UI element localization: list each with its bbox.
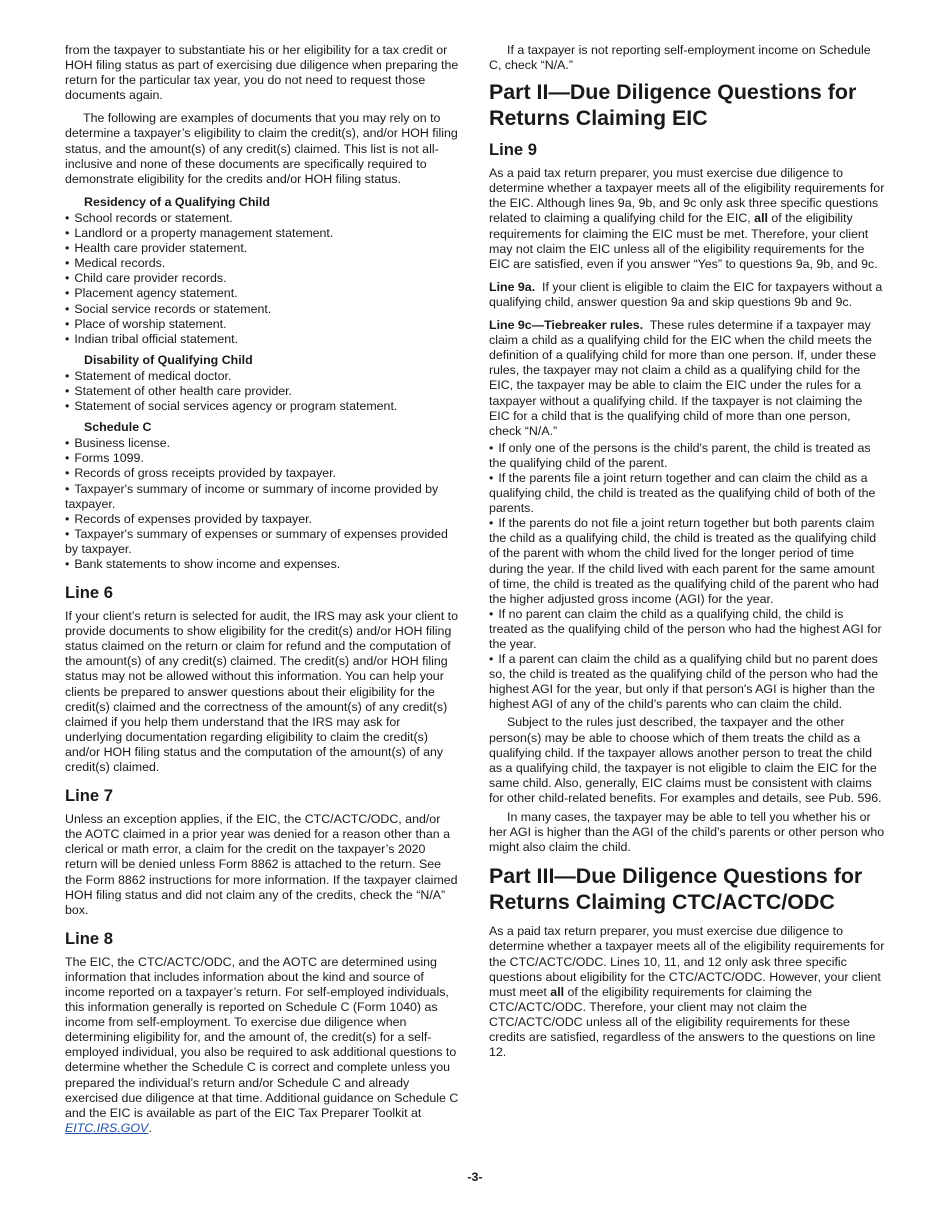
bullet-icon: • — [65, 241, 70, 256]
bullet-icon: • — [489, 470, 494, 485]
line7-heading: Line 7 — [65, 786, 113, 806]
bullet-icon: • — [489, 440, 494, 455]
disability-list — [65, 369, 460, 414]
list-item: • Medical records. — [65, 256, 166, 271]
line8-paragraph: The EIC, the CTC/ACTC/ODC, and the AOTC are determined using information that includes information about the kind and source of income reported on a taxpayer’s return. For self-employed individuals, this information generally is reported on Schedule C (Form 1040) as income from self-employment. To exercise due diligence when determining eligibility for, and the amount of, the credit(s) for a self-employed individual, you also be required to ask additional questions to determine whether the Schedule C is correct and complete unless you prepared the individual’s return and/or Schedule C and already exercised due diligence at that time. Additional guidance on Schedule C and the EIC is available as part of the EIC Tax Preparer Toolkit at EITC.IRS.GOV. — [65, 954, 459, 1135]
schedule-c-heading: Schedule C — [84, 420, 152, 435]
list-item: • Statement of medical doctor. — [65, 368, 232, 383]
line7-paragraph: Unless an exception applies, if the EIC, the CTC/ACTC/ODC, and/or the AOTC claimed in a prior year was denied for a reason other than a clerical or math error, a claim for the credit on the taxpayer’s 2020 return will be denied unless Form 8862 is attached to the return. See the Form 8862 instructions for more information. If the taxpayer claimed HOH filing status and did not claim any of the credits, check the “N/A” box. — [65, 812, 458, 917]
line6-heading: Line 6 — [65, 583, 113, 603]
bullet-icon: • — [65, 210, 70, 225]
bullet-icon: • — [489, 516, 494, 531]
list-item: • Records of expenses provided by taxpayer. — [65, 511, 312, 526]
line9c-paragraph: Line 9c—Tiebreaker rules. These rules determine if a taxpayer may claim a child as a qualifying child for the EIC when the child meets the definition of a qualifying child for more than one person. If, under these rules, the taxpayer may not claim a child as a qualifying child for the EIC, the taxpayer may be able to claim the EIC under the rules for a taxpayer without a qualifying child. If the taxpayer is not claiming the EIC for a child that is the qualifying child of more than one person, check “N/A.” — [489, 318, 877, 438]
page-number: -3- — [467, 1170, 483, 1184]
bullet-icon: • — [65, 436, 70, 451]
line9-heading: Line 9 — [489, 140, 537, 160]
line6-paragraph: If your client’s return is selected for audit, the IRS may ask your client to provide documents to show eligibility for the credit(s) and/or HOH filing status claimed on the return or claim for refund and the computation of the amount(s) of any credit(s) claimed. The credit(s) and/or HOH filing status may not be allowed without this information. You can help your clients be prepared to answer questions about their eligibility for the credit(s) claimed and the correctness of the amount(s) of any credit(s) claimed if you help them understand that the IRS may ask for underlying documentation regarding eligibility to claim the credit(s) and/or HOH filing status and the computation of the amount(s) of any credit(s) claimed. — [65, 609, 459, 775]
list-item: • Social service records or statement. — [65, 301, 272, 316]
eitc-link[interactable]: EITC.IRS.GOV — [65, 1120, 149, 1135]
list-item: • Bank statements to show income and expenses. — [65, 557, 341, 571]
disability-heading: Disability of Qualifying Child — [84, 352, 253, 367]
list-item: • Records of gross receipts provided by taxpayer. — [65, 466, 337, 481]
line9-paragraph: As a paid tax return preparer, you must exercise due diligence to determine whether a taxpayer meets all of the eligibility requirements for the EIC. Although lines 9a, 9b, and 9c only ask three specific questions related to claiming a qualifying child for the EIC, all of the eligibility requirements for claiming the EIC must be met. Therefore, your client may not claim the EIC unless all of the eligibility requirements for the EIC are satisfied, even if you answer “Yes” to questions 9a, 9b, and 9c. — [489, 166, 885, 271]
bullet-icon: • — [65, 383, 70, 398]
list-item: • Statement of other health care provider. — [65, 383, 292, 398]
list-item: • Business license. — [65, 436, 171, 451]
tiebreaker-list — [489, 441, 885, 713]
list-item: • Statement of social services agency or program statement. — [65, 399, 398, 414]
list-item: • If the parents file a joint return together and can claim the child as a qualifying child, the child is treated as the qualifying child of both of the parents. — [489, 470, 876, 516]
schedule-c-list — [65, 436, 460, 572]
line9a-paragraph: Line 9a. If your client is eligible to claim the EIC for taxpayers without a qualifying child, answer question 9a and skip questions 9b and 9c. — [489, 279, 883, 309]
bullet-icon: • — [65, 511, 70, 526]
bullet-icon: • — [65, 286, 70, 301]
bullet-icon: • — [65, 466, 70, 481]
bullet-icon: • — [65, 301, 70, 316]
list-item: • Forms 1099. — [65, 451, 144, 466]
list-item: • If no parent can claim the child as a qualifying child, the child is treated as the qualifying child of the person who had the highest AGI for the year. — [489, 606, 882, 651]
part2-heading: Part II—Due Diligence Questions for Returns Claiming EIC — [489, 80, 857, 131]
list-item: • Health care provider statement. — [65, 241, 248, 256]
right-column — [489, 43, 885, 1068]
residency-list — [65, 211, 460, 347]
examples-paragraph: The following are examples of documents that you may rely on to determine a taxpayer’s eligibility to claim the credit(s), and/or HOH filing status, and the amount(s) of any credit(s) claimed. This list is not all-inclusive and none of these documents are specifically required to demonstrate eligibility for the credits and/or HOH filing status. — [65, 111, 458, 186]
list-item: • If the parents do not file a joint return together but both parents claim the child as a qualifying child, the child is treated as the qualifying child of the parent with whom the child lived for the longer period of time during the year. If the child lived with each parent for the same amount of time, the child is treated as the qualifying child of the parent who had the higher adjusted gross income (AGI) for the year. — [489, 516, 879, 606]
bullet-icon: • — [489, 606, 494, 621]
list-item: • Taxpayer's summary of expenses or summary of expenses provided by taxpayer. — [65, 526, 448, 556]
line8-heading: Line 8 — [65, 928, 113, 948]
bullet-icon: • — [65, 271, 70, 286]
bullet-icon: • — [65, 481, 70, 496]
subject-paragraph: Subject to the rules just described, the taxpayer and the other person(s) may be able to choose which of them treats the child as a qualifying child. If the taxpayer allows another person to treat the child as a qualifying child, the taxpayer is not eligible to claim the EIC for the same child. Also, generally, EIC claims must be consistent with claims for other child-related benefits. For examples and details, see Pub. 596. — [489, 715, 882, 805]
bullet-icon: • — [65, 451, 70, 466]
bullet-icon: • — [489, 652, 494, 667]
cases-paragraph: In many cases, the taxpayer may be able to tell you whether his or her AGI is higher than the AGI of the child’s parents or other person who might also claim the child. — [489, 810, 885, 855]
bullet-icon: • — [65, 368, 70, 383]
residency-heading: Residency of a Qualifying Child — [84, 194, 270, 209]
list-item: • School records or statement. — [65, 210, 233, 225]
intro-paragraph: from the taxpayer to substantiate his or her eligibility for a tax credit or HOH filing status as part of exercising due diligence when preparing the return for the particular tax year, you do not need to request those documents again. — [65, 43, 459, 103]
bullet-icon: • — [65, 399, 70, 414]
list-item: • Child care provider records. — [65, 271, 227, 286]
list-item: • Place of worship statement. — [65, 316, 227, 331]
list-item: • Landlord or a property management statement. — [65, 226, 334, 241]
bullet-icon: • — [65, 526, 70, 541]
part3-paragraph: As a paid tax return preparer, you must exercise due diligence to determine whether a taxpayer meets all of the eligibility requirements for the CTC/ACTC/ODC. Lines 10, 11, and 12 only ask three specific questions about eligibility for the CTC/ACTC/ODC. However, your client must meet all of the eligibility requirements for claiming the CTC/ACTC/ODC. Therefore, your client may not claim the CTC/ACTC/ODC unless all of the eligibility requirements for these credits are satisfied, regardless of the answers to the questions on line 12. — [489, 924, 885, 1060]
bullet-icon: • — [65, 316, 70, 331]
part3-heading: Part III—Due Diligence Questions for Returns Claiming CTC/ACTC/ODC — [489, 864, 863, 915]
bullet-icon: • — [65, 557, 70, 571]
left-column — [65, 43, 460, 1144]
list-item: • Indian tribal official statement. — [65, 331, 239, 346]
list-item: • If only one of the persons is the child's parent, the child is treated as the qualifying child of the parent. — [489, 440, 871, 470]
list-item: • Placement agency statement. — [65, 286, 238, 301]
bullet-icon: • — [65, 226, 70, 241]
na-paragraph: If a taxpayer is not reporting self-employment income on Schedule C, check “N/A.” — [489, 43, 871, 73]
list-item: • Taxpayer's summary of income or summary of income provided by taxpayer. — [65, 481, 439, 511]
bullet-icon: • — [65, 256, 70, 271]
bullet-icon: • — [65, 331, 70, 346]
list-item: • If a parent can claim the child as a qualifying child but no parent does so, the child is treated as the qualifying child of the person who had the highest AGI for the year, but only if that person's AGI is higher than the highest AGI of any of the child’s parents who can claim the child. — [489, 652, 879, 712]
